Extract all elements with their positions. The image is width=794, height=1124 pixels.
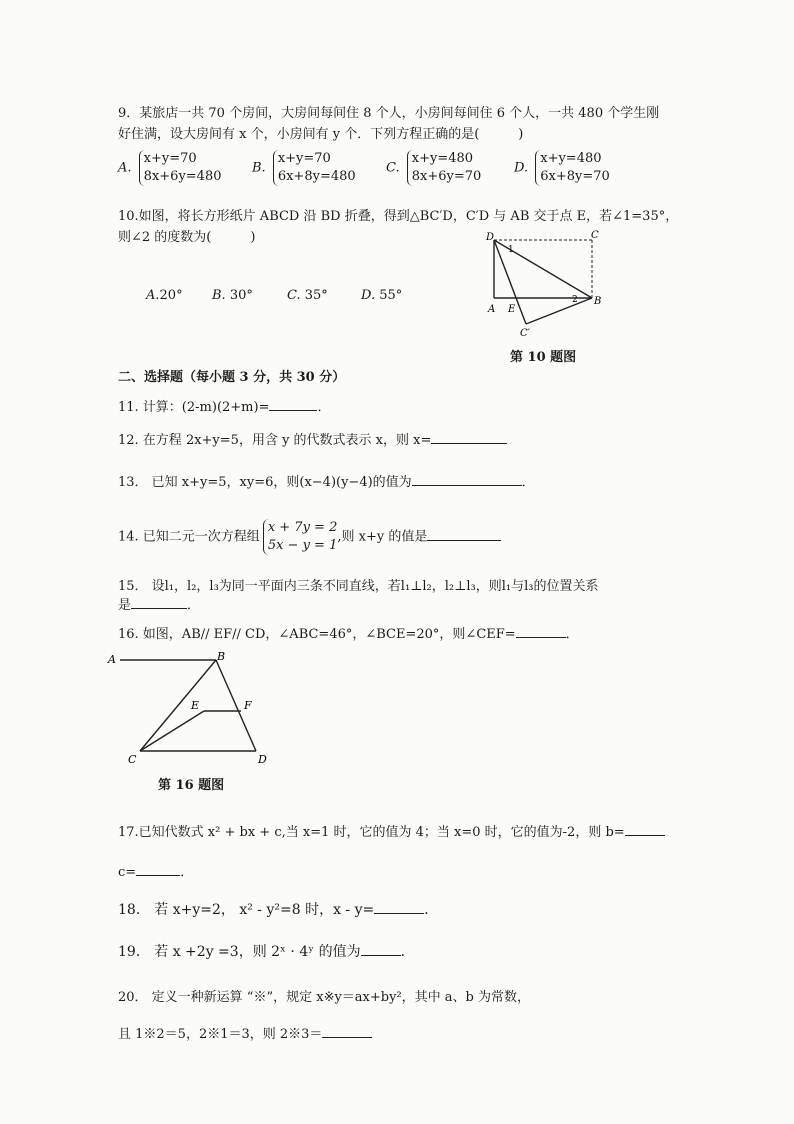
- eq1: x+y=480: [540, 151, 602, 166]
- label-f: F: [244, 699, 252, 712]
- option-value: 55°: [379, 288, 403, 303]
- answer-blank[interactable]: [427, 528, 501, 541]
- q11: 11. 计算：(2-m)(2+m)= ．: [118, 400, 331, 415]
- q17-line1: [118, 821, 665, 840]
- eq2: 8x+6y=480: [143, 169, 222, 184]
- line-bc: [140, 660, 216, 751]
- q14-prefix: 14. 已知二元一次方程组: [118, 529, 260, 545]
- q9-option-a: [118, 150, 222, 186]
- eq1: x + 7y = 2: [267, 520, 338, 535]
- q15-line1: 15． 设l₁，l₂，l₃为同一平面内三条不同直线，若l₁⊥l₂，l₂⊥l₃，则l₁与l₃的位置关系: [118, 579, 599, 594]
- q9-line1: 9．某旅店一共 70 个房间，大房间每间住 8 个人，小房间每间住 6 个人，一共 480 个学生刚: [118, 106, 660, 121]
- q14: [118, 519, 501, 555]
- q10-option-a: [146, 288, 183, 303]
- q16-text: 16. 如图，AB// EF// CD，∠ABC=46°，∠BCE=20°，则∠CEF=: [118, 627, 516, 642]
- q19-text: 19． 若 x +2y =3，则 2ˣ · 4ʸ 的值为: [118, 944, 361, 960]
- option-label: A.: [118, 160, 132, 176]
- q17-line2-text: c=: [118, 865, 137, 880]
- q14-suffix: ,则 x+y 的值是: [337, 529, 428, 545]
- option-value: 30°: [229, 288, 253, 303]
- option-value: 35°: [304, 288, 328, 303]
- q9-option-d: [514, 150, 610, 186]
- q15-line2-text: 是: [118, 598, 132, 613]
- angle-1: 1: [508, 245, 514, 255]
- option-label: D.: [514, 160, 529, 176]
- eq2: 6x+8y=70: [540, 169, 610, 184]
- q12: [118, 429, 507, 448]
- label-c: C: [128, 753, 137, 766]
- option-label: D.: [361, 288, 376, 303]
- q10-option-b: [212, 288, 253, 303]
- line-cpb: [526, 298, 592, 324]
- q11-text: 11. 计算：(2-m)(2+m)=: [118, 400, 270, 415]
- answer-blank[interactable]: [322, 1025, 372, 1038]
- angle-2: 2: [572, 295, 578, 305]
- label-d: D: [258, 753, 267, 766]
- label-b: B: [594, 296, 602, 307]
- eq2: 8x+6y=70: [411, 169, 482, 184]
- q13: 13． 已知 x+y=5，xy=6，则(x−4)(y−4)的值为 ．: [118, 475, 535, 490]
- option-label: B.: [252, 160, 266, 176]
- q20-line2-text: 且 1※2＝5，2※1＝3，则 2※3＝: [118, 1027, 323, 1042]
- answer-blank[interactable]: [361, 943, 401, 956]
- answer-blank[interactable]: [412, 473, 522, 486]
- q9-line2: 好住满，设大房间有 x 个，小房间有 y 个．下列方程正确的是( ): [118, 127, 524, 142]
- label-e: E: [191, 699, 200, 712]
- answer-blank[interactable]: [431, 431, 507, 444]
- label-b: B: [217, 650, 226, 663]
- label-a: A: [488, 304, 496, 315]
- eq1: x+y=480: [411, 151, 474, 166]
- eq1: x+y=70: [277, 151, 331, 166]
- q10-line1: 10.如图，将长方形纸片 ABCD 沿 BD 折叠，得到△BC′D，C′D 与 AB 交于点 E，若∠1=35°，: [118, 209, 679, 224]
- q9-option-c: [386, 150, 481, 186]
- option-label: A.: [146, 288, 160, 303]
- section-2-title: 二、选择题（每小题 3 分，共 30 分）: [118, 370, 346, 385]
- q10-option-d: [361, 288, 402, 303]
- answer-blank[interactable]: [625, 823, 665, 836]
- q18-text: 18． 若 x+y=2， x² - y²=8 时，x - y=: [118, 902, 375, 918]
- q12-text: 12. 在方程 2x+y=5，用含 y 的代数式表示 x，则 x=: [118, 433, 432, 448]
- line-ce: [140, 711, 204, 751]
- q9-option-b: [252, 150, 356, 186]
- eq2: 6x+8y=480: [277, 169, 356, 184]
- q13-text: 13． 已知 x+y=5，xy=6，则(x−4)(y−4)的值为: [118, 475, 412, 490]
- q17-line1-text: 17.已知代数式 x² + bx + c,当 x=1 时，它的值为 4；当 x=0 时，它的值为-2，则 b=: [118, 825, 625, 840]
- q16-figure: [100, 648, 290, 770]
- q20-line2: [118, 1023, 372, 1042]
- q19: 19． 若 x +2y =3，则 2ˣ · 4ʸ 的值为 ．: [118, 944, 415, 960]
- answer-blank[interactable]: [269, 398, 317, 411]
- q17-line2: c= ．: [118, 865, 194, 880]
- equation-system: [263, 519, 338, 555]
- eq2: 5x − y = 1: [267, 538, 338, 553]
- q16: 16. 如图，AB// EF// CD，∠ABC=46°，∠BCE=20°，则∠CEF= ．: [118, 627, 579, 642]
- option-label: C.: [287, 288, 301, 303]
- q20-line1: 20． 定义一种新运算 “※”，规定 x※y＝ax+by²，其中 a、b 为常数，: [118, 990, 530, 1005]
- q10-line2: 则∠2 的度数为( ): [118, 230, 256, 245]
- answer-blank[interactable]: [516, 625, 566, 638]
- option-label: C.: [386, 160, 400, 176]
- option-label: B.: [212, 288, 226, 303]
- q10-figure-caption: 第 10 题图: [510, 350, 577, 365]
- label-cprime: C′: [520, 328, 530, 339]
- answer-blank[interactable]: [374, 901, 424, 914]
- label-e: E: [508, 304, 516, 315]
- equation-system: [273, 150, 356, 186]
- q16-figure-caption: 第 16 题图: [158, 778, 225, 793]
- q10-figure: [480, 226, 610, 346]
- label-d: D: [486, 232, 495, 243]
- equation-system: [407, 150, 482, 186]
- q10-option-c: [287, 288, 328, 303]
- eq1: x+y=70: [143, 151, 197, 166]
- q18: 18． 若 x+y=2， x² - y²=8 时，x - y= ．: [118, 902, 439, 918]
- answer-blank[interactable]: [131, 596, 187, 609]
- option-value: 20°: [159, 288, 183, 303]
- equation-system: [535, 150, 610, 186]
- label-a: A: [108, 653, 116, 666]
- answer-blank[interactable]: [136, 863, 180, 876]
- equation-system: [139, 150, 222, 186]
- q15-line2: 是 ．: [118, 598, 201, 613]
- label-c: C: [591, 230, 599, 241]
